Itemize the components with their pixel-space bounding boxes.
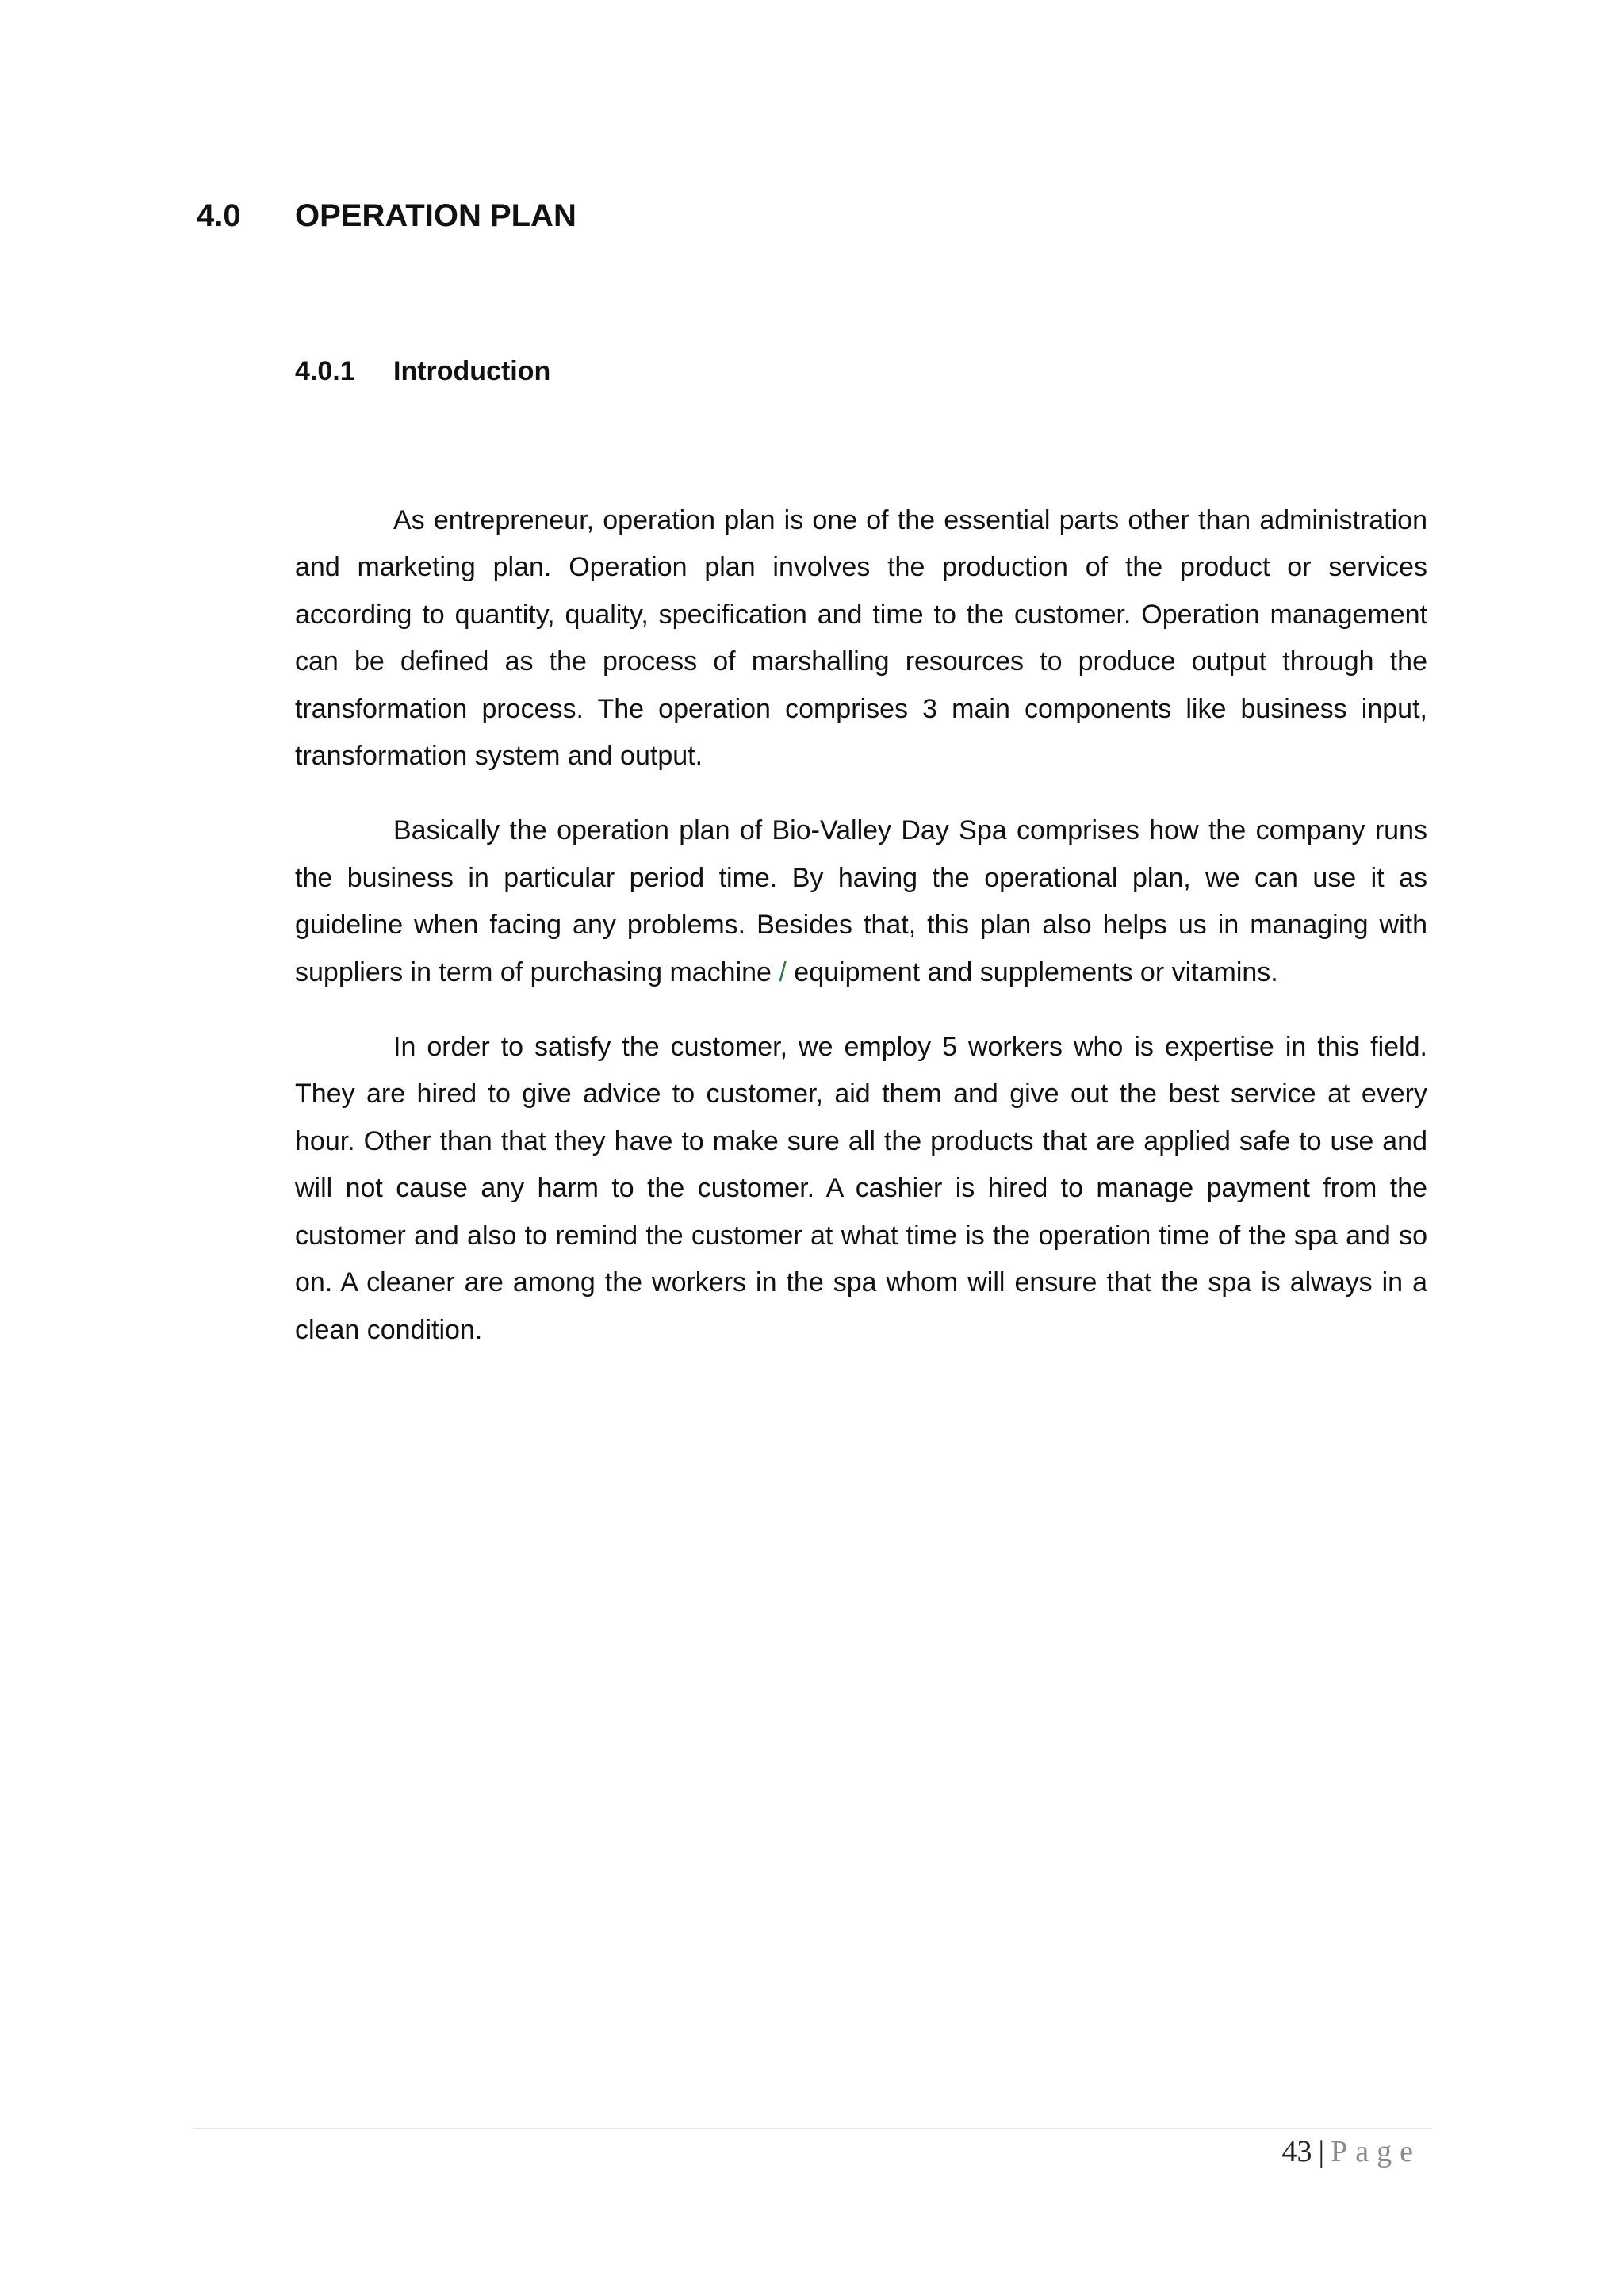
footer-separator: | <box>1318 2135 1325 2168</box>
footer-divider <box>193 2128 1432 2129</box>
section-number: 4.0 <box>197 198 241 233</box>
slash-accent: / <box>779 956 787 987</box>
subsection-title: Introduction <box>393 356 551 386</box>
subsection-number: 4.0.1 <box>295 356 355 386</box>
subsection-heading <box>295 354 550 389</box>
body-text <box>295 497 1427 1382</box>
page-number: 43 <box>1281 2135 1312 2168</box>
paragraph-3: In order to satisfy the customer, we employ 5 workers who is expertise in this field. They are hired to give advice to customer, aid them and give out the best service at every hour. Other than that they have to make sure all the products that are applied safe to use and will not cause any harm to the customer. A cashier is hired to manage payment from the customer and also to remind the customer at what time is the operation time of the spa and so on. A cleaner are among the workers in the spa whom will ensure that the spa is always in a clean condition. <box>295 1032 1427 1345</box>
section-title: OPERATION PLAN <box>295 198 576 233</box>
page-footer <box>1282 2132 1421 2171</box>
paragraph-2: Basically the operation plan of Bio-Valley Day Spa comprises how the company runs the business in particular period time. By having the operational plan, we can use it as guideline when facing any problems. Besides that, this plan also helps us in managing with suppliers in term of purchasing machine / equipment and supplements or vitamins. <box>295 815 1427 987</box>
section-heading <box>197 194 576 238</box>
page-label: Page <box>1331 2135 1421 2168</box>
paragraph-1: As entrepreneur, operation plan is one of the essential parts other than administration and marketing plan. Operation plan involves the production of the product or services according to quantity, quality, specification and time to the customer. Operation management can be defined as the process of marshalling resources to produce output through the transformation process. The operation comprises 3 main components like business input, transformation system and output. <box>295 505 1427 772</box>
